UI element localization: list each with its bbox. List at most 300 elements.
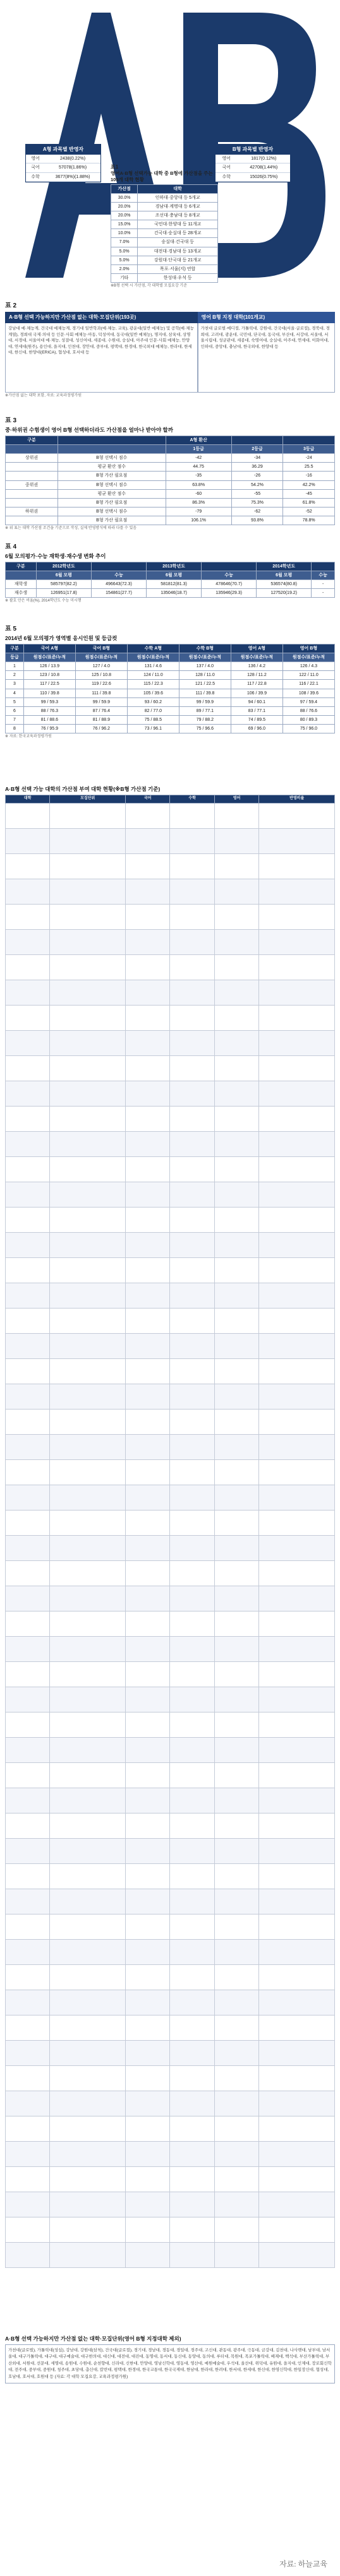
table6-cell bbox=[170, 980, 214, 1005]
table5-cell: 3 bbox=[6, 680, 24, 689]
table6-cell bbox=[50, 1586, 126, 1611]
table6-cell bbox=[50, 1131, 126, 1156]
table5-cell: 122 / 11.0 bbox=[282, 671, 334, 680]
table6-cell bbox=[259, 1005, 335, 1030]
table5-label: 표 5 bbox=[5, 626, 16, 632]
table6-cell bbox=[50, 2141, 126, 2166]
table6-row bbox=[6, 929, 335, 954]
table6-cell bbox=[259, 1964, 335, 1990]
table6-cell bbox=[126, 1939, 170, 1964]
table5-cell: 4 bbox=[6, 689, 24, 697]
table6-cell bbox=[170, 1838, 214, 1863]
table6-cell bbox=[259, 2040, 335, 2065]
table6-cell bbox=[126, 2192, 170, 2217]
table6-cell bbox=[170, 803, 214, 828]
table1-cell: 30.0% bbox=[111, 193, 138, 202]
table6-cell bbox=[170, 1384, 214, 1409]
table4-cell: 135946(29.3) bbox=[202, 589, 257, 598]
table6-cell bbox=[170, 1636, 214, 1661]
table6-cell bbox=[214, 1737, 258, 1762]
table6-cell bbox=[6, 954, 50, 980]
table6-cell bbox=[214, 1990, 258, 2015]
table6-cell bbox=[6, 980, 50, 1005]
table6-cell bbox=[6, 1939, 50, 1964]
table5-cell: 69 / 96.0 bbox=[231, 724, 282, 733]
panel-a-row bbox=[26, 155, 100, 163]
table6-cell bbox=[6, 1055, 50, 1081]
table1-cell: 7.0% bbox=[111, 238, 138, 247]
table6-row bbox=[6, 1889, 335, 1914]
table6-cell bbox=[6, 1131, 50, 1156]
table5-cell: 111 / 39.8 bbox=[75, 689, 127, 697]
table6-cell bbox=[214, 1788, 258, 1813]
table6-cell bbox=[170, 1005, 214, 1030]
table6-cell bbox=[6, 1990, 50, 2015]
table5-sub-th: 원점수/표준/누적 bbox=[75, 653, 127, 662]
table6-row bbox=[6, 1182, 335, 1207]
table6-row bbox=[6, 1636, 335, 1661]
table4-th: 2014학년도 bbox=[257, 562, 312, 571]
table6-cell bbox=[50, 1485, 126, 1510]
table5-cell: 83 / 77.1 bbox=[231, 706, 282, 715]
table6-cell bbox=[6, 1156, 50, 1182]
table6-cell bbox=[259, 2065, 335, 2091]
fig2-label: 표 2 bbox=[5, 302, 16, 309]
table6-row bbox=[6, 1283, 335, 1308]
table5-cell: 82 / 77.0 bbox=[127, 706, 179, 715]
table6-cell bbox=[126, 1055, 170, 1081]
table5-cell: 116 / 22.1 bbox=[282, 680, 334, 689]
table6-cell bbox=[50, 1914, 126, 1939]
panel-b-cell: 영어 bbox=[216, 155, 238, 163]
table6-cell bbox=[170, 1131, 214, 1156]
table3-cell: 42.2% bbox=[283, 480, 335, 489]
table5-cell: 76 / 96.2 bbox=[75, 724, 127, 733]
table3-cell: -34 bbox=[231, 454, 283, 463]
table6-row bbox=[6, 2242, 335, 2267]
panel-b-cell: 수학 bbox=[216, 172, 238, 181]
table6-cell bbox=[214, 853, 258, 879]
table6-cell bbox=[214, 1257, 258, 1283]
table6-cell bbox=[214, 828, 258, 853]
table6-cell bbox=[126, 1863, 170, 1889]
table5-cell: 88 / 76.3 bbox=[23, 706, 75, 715]
table6-cell bbox=[126, 828, 170, 853]
table6-cell bbox=[259, 1560, 335, 1586]
table5-cell: 125 / 10.8 bbox=[75, 671, 127, 680]
table1-header bbox=[111, 184, 218, 193]
table6-cell bbox=[50, 1939, 126, 1964]
table6-cell bbox=[259, 1081, 335, 1106]
table6-cell bbox=[50, 1384, 126, 1409]
table6-cell bbox=[50, 1030, 126, 1055]
table1-label: 표1 bbox=[111, 164, 119, 170]
table6-cell bbox=[126, 1788, 170, 1813]
table6-cell bbox=[6, 2065, 50, 2091]
fig2-bar2: 영어 B형 지정 대학(101개교) bbox=[198, 312, 336, 323]
table6-cell bbox=[214, 1636, 258, 1661]
table6-cell bbox=[259, 1030, 335, 1055]
table6-cell bbox=[259, 803, 335, 828]
table6-cell bbox=[214, 2065, 258, 2091]
table6-cell bbox=[6, 1106, 50, 1131]
table5-sub-th: 원점수/표준/누적 bbox=[23, 653, 75, 662]
table5-cell: 88 / 76.6 bbox=[282, 706, 334, 715]
table3-row bbox=[6, 489, 335, 498]
table4 bbox=[5, 562, 335, 598]
table6-row bbox=[6, 879, 335, 904]
table4-cell: 478646(70.7) bbox=[202, 580, 257, 589]
table5-cell: 79 / 88.2 bbox=[179, 715, 231, 724]
table6-cell bbox=[6, 1560, 50, 1586]
table4-cell: - bbox=[312, 580, 335, 589]
table3-cell bbox=[6, 498, 58, 507]
table6-cell bbox=[6, 1863, 50, 1889]
table5-cell: 93 / 60.2 bbox=[127, 697, 179, 706]
table6-row bbox=[6, 1611, 335, 1636]
table6-cell bbox=[50, 2192, 126, 2217]
table3-cell: -42 bbox=[166, 454, 231, 463]
table6-cell bbox=[170, 1863, 214, 1889]
table6-cell bbox=[50, 2065, 126, 2091]
table6-cell bbox=[259, 1813, 335, 1838]
table6-cell bbox=[259, 1207, 335, 1232]
table1-cell: 경남대·계명대 등 6개교 bbox=[138, 203, 218, 211]
table5-cell: 119 / 22.6 bbox=[75, 680, 127, 689]
table6-cell bbox=[259, 2192, 335, 2217]
table5-cell: 131 / 4.6 bbox=[127, 662, 179, 671]
table6-cell bbox=[126, 1409, 170, 1434]
table5-cell: 94 / 60.1 bbox=[231, 697, 282, 706]
table6-cell bbox=[259, 2242, 335, 2267]
table3-cell: -52 bbox=[283, 507, 335, 516]
table6-cell bbox=[126, 2015, 170, 2040]
table6-cell bbox=[170, 1358, 214, 1384]
table6-row bbox=[6, 1737, 335, 1762]
table1-row bbox=[111, 238, 218, 247]
panel-b-row bbox=[216, 163, 290, 172]
table6-cell bbox=[6, 1384, 50, 1409]
table5-cell: 8 bbox=[6, 724, 24, 733]
table4-note: ※ 괄호 안은 비율(%), 2014학년도 수능 미시행 bbox=[5, 599, 82, 603]
table6-cell bbox=[126, 1156, 170, 1182]
table5-cell: 108 / 39.6 bbox=[282, 689, 334, 697]
table6-cell bbox=[170, 1283, 214, 1308]
table6-cell bbox=[214, 1106, 258, 1131]
table6-cell bbox=[126, 904, 170, 929]
table6-cell bbox=[50, 1434, 126, 1459]
table6-cell bbox=[6, 1485, 50, 1510]
table6-cell bbox=[126, 803, 170, 828]
table5-cell: 111 / 39.8 bbox=[179, 689, 231, 697]
table6-cell bbox=[126, 1232, 170, 1257]
table6-cell bbox=[6, 2242, 50, 2267]
table3-cell: 78.8% bbox=[283, 516, 335, 525]
table6-cell bbox=[214, 1535, 258, 1560]
table6-cell bbox=[259, 1712, 335, 1737]
table6-cell bbox=[259, 879, 335, 904]
table6-cell bbox=[170, 1964, 214, 1990]
table6-row bbox=[6, 1586, 335, 1611]
table5-cell: 75 / 88.5 bbox=[127, 715, 179, 724]
table6-cell bbox=[170, 1560, 214, 1586]
table6-cell bbox=[259, 828, 335, 853]
table6-cell bbox=[50, 1762, 126, 1788]
table5-cell: 127 / 4.0 bbox=[75, 662, 127, 671]
table4-label: 표 4 bbox=[5, 543, 16, 550]
fig2-section bbox=[5, 302, 335, 399]
table4-sub-th: 6월 모평 bbox=[257, 571, 312, 580]
table6-row bbox=[6, 1661, 335, 1687]
table3-cell: -35 bbox=[166, 472, 231, 480]
table6-cell bbox=[259, 904, 335, 929]
table1-cell: 20.0% bbox=[111, 203, 138, 211]
table6-cell bbox=[259, 980, 335, 1005]
table5-cell: 121 / 22.5 bbox=[179, 680, 231, 689]
table6-cell bbox=[214, 1156, 258, 1182]
table5-cell: 123 / 10.8 bbox=[23, 671, 75, 680]
table6-cell bbox=[126, 1813, 170, 1838]
table6-cell bbox=[214, 2166, 258, 2192]
table3-th bbox=[58, 436, 166, 445]
table6-row bbox=[6, 1838, 335, 1863]
table6-row bbox=[6, 2040, 335, 2065]
table6-cell bbox=[50, 1535, 126, 1560]
table6-cell bbox=[214, 1964, 258, 1990]
table1-cell: 대전대·경남대 등 13개교 bbox=[138, 247, 218, 256]
table5-cell: 2 bbox=[6, 671, 24, 680]
table6-cell bbox=[170, 1459, 214, 1485]
table4-header bbox=[6, 562, 335, 571]
table3-cell: 하위권 bbox=[6, 507, 58, 516]
fig2-text2: 가천대 글로벌·메디컬, 가톨릭대, 강원대, 건국대(서울·글로컬), 경북대, 경희대, 고려대, 광운대, 국민대, 단국대, 동국대, 부산대, 서강대, 서울대, 서울시립대, 성균관대, 세종대, 숙명여대, 숭실대, 아주대, 연세대, 이화여대, 인하대, 중앙대, 충남대, 한국외대, 한양대 등 bbox=[198, 323, 336, 393]
table6-cell bbox=[259, 929, 335, 954]
table6-cell bbox=[170, 2015, 214, 2040]
table6-cell bbox=[170, 1055, 214, 1081]
table6-cell bbox=[50, 1687, 126, 1712]
table1-th: 가산점 bbox=[111, 184, 138, 193]
table6-cell bbox=[170, 1434, 214, 1459]
table6-cell bbox=[214, 1030, 258, 1055]
table5-sub-th: 원점수/표준/누적 bbox=[127, 653, 179, 662]
table6-row bbox=[6, 1459, 335, 1485]
table3-header bbox=[6, 436, 335, 445]
table6-row bbox=[6, 1788, 335, 1813]
table6-cell bbox=[50, 1636, 126, 1661]
table1-cell: 기타 bbox=[111, 273, 138, 282]
table5-cell: 105 / 39.6 bbox=[127, 689, 179, 697]
table6-cell bbox=[214, 2192, 258, 2217]
table6 bbox=[5, 795, 335, 2268]
table6-cell bbox=[6, 2015, 50, 2040]
table6-cell bbox=[50, 1560, 126, 1586]
table3-cell: B형 가산 필요점 bbox=[58, 472, 166, 480]
table6-cell bbox=[6, 2217, 50, 2242]
table3-cell: -45 bbox=[283, 489, 335, 498]
table6-cell bbox=[170, 1409, 214, 1434]
table6-cell bbox=[170, 2141, 214, 2166]
table6-cell bbox=[6, 1712, 50, 1737]
table3-cell bbox=[6, 463, 58, 472]
table1-row bbox=[111, 273, 218, 282]
table5-th: 수학 B형 bbox=[179, 644, 231, 653]
table6-cell bbox=[214, 1838, 258, 1863]
table5-sub-th: 등급 bbox=[6, 653, 24, 662]
table3-cell: -79 bbox=[166, 507, 231, 516]
table5-cell: 99 / 59.9 bbox=[75, 697, 127, 706]
table6-cell bbox=[170, 929, 214, 954]
table3-row bbox=[6, 498, 335, 507]
table6-cell bbox=[126, 1434, 170, 1459]
table1-cell: 5.0% bbox=[111, 247, 138, 256]
table5-row bbox=[6, 697, 335, 706]
table6-cell bbox=[170, 1232, 214, 1257]
table6-cell bbox=[259, 1182, 335, 1207]
table6-cell bbox=[50, 828, 126, 853]
table6-th: 국어 bbox=[126, 795, 170, 804]
panel-a-type bbox=[25, 144, 101, 182]
table6-cell bbox=[170, 879, 214, 904]
table5-row bbox=[6, 724, 335, 733]
panel-b-table bbox=[216, 155, 290, 181]
table6-cell bbox=[50, 853, 126, 879]
table3-cell: 93.8% bbox=[231, 516, 283, 525]
table6-cell bbox=[214, 929, 258, 954]
table6-cell bbox=[170, 1308, 214, 1333]
table6-row bbox=[6, 1510, 335, 1535]
table6-row bbox=[6, 2015, 335, 2040]
table5-cell: 6 bbox=[6, 706, 24, 715]
table6-cell bbox=[259, 2141, 335, 2166]
table6-cell bbox=[50, 929, 126, 954]
table3-cell: -16 bbox=[283, 472, 335, 480]
table6-cell bbox=[50, 1889, 126, 1914]
table6-row bbox=[6, 1762, 335, 1788]
table6-cell bbox=[214, 2141, 258, 2166]
table3-sub-th: 2등급 bbox=[231, 445, 283, 454]
panel-a-row bbox=[26, 163, 100, 172]
table6-cell bbox=[170, 2217, 214, 2242]
table4-title: 6월 모의평가·수능 재학생·재수생 변화 추이 bbox=[5, 553, 106, 559]
panel-a-cell: 57078(1.86%) bbox=[45, 163, 100, 172]
table6-row bbox=[6, 1308, 335, 1333]
table4-cell: - bbox=[312, 589, 335, 598]
table6-cell bbox=[126, 1611, 170, 1636]
table5-note: ※ 자료: 한국교육과정평가원 bbox=[5, 734, 52, 739]
table6-cell bbox=[170, 853, 214, 879]
table6-cell bbox=[214, 2040, 258, 2065]
table5-th: 영어 A형 bbox=[231, 644, 282, 653]
table3-th: 구분 bbox=[6, 436, 58, 445]
table6-cell bbox=[259, 1762, 335, 1788]
table6-cell bbox=[50, 1737, 126, 1762]
table6-cell bbox=[214, 1914, 258, 1939]
table6-cell bbox=[214, 954, 258, 980]
table6-cell bbox=[6, 1081, 50, 1106]
table6-cell bbox=[50, 1611, 126, 1636]
table6-cell bbox=[50, 1409, 126, 1434]
table6-row bbox=[6, 1914, 335, 1939]
table6-cell bbox=[170, 904, 214, 929]
table6-cell bbox=[214, 1333, 258, 1358]
table4-cell: 581812(81.3) bbox=[147, 580, 202, 589]
table6-cell bbox=[6, 2141, 50, 2166]
table3-cell: -55 bbox=[231, 489, 283, 498]
table6-cell bbox=[214, 1485, 258, 1510]
table5-row bbox=[6, 689, 335, 697]
table5-cell: 117 / 22.5 bbox=[23, 680, 75, 689]
table6-row bbox=[6, 1485, 335, 1510]
table6-cell bbox=[170, 1106, 214, 1131]
table6-th: 반영비율 bbox=[259, 795, 335, 804]
table6-cell bbox=[50, 1712, 126, 1737]
table4-cell: 재학생 bbox=[6, 580, 37, 589]
table6-cell bbox=[214, 1384, 258, 1409]
table5-cell: 126 / 4.3 bbox=[282, 662, 334, 671]
table6-cell bbox=[259, 2015, 335, 2040]
table6-cell bbox=[126, 1560, 170, 1586]
table5-cell: 117 / 22.8 bbox=[231, 680, 282, 689]
table5-cell: 110 / 39.8 bbox=[23, 689, 75, 697]
table6-cell bbox=[126, 1030, 170, 1055]
table5-cell: 80 / 89.3 bbox=[282, 715, 334, 724]
table6-cell bbox=[259, 1535, 335, 1560]
table6-cell bbox=[214, 1712, 258, 1737]
table5-cell: 81 / 88.6 bbox=[23, 715, 75, 724]
table6-title: A·B형 선택 가능 대학의 가산점 부여 대학 현황(※B형 가산점 기준) bbox=[5, 786, 161, 792]
table6-cell bbox=[126, 1207, 170, 1232]
table6-cell bbox=[50, 2040, 126, 2065]
table6-cell bbox=[126, 2217, 170, 2242]
table1-row bbox=[111, 229, 218, 238]
table6-cell bbox=[126, 1889, 170, 1914]
table6-cell bbox=[170, 1788, 214, 1813]
table6-cell bbox=[6, 2116, 50, 2141]
table6-cell bbox=[214, 1863, 258, 1889]
table5-cell: 106 / 39.9 bbox=[231, 689, 282, 697]
table6-cell bbox=[214, 1434, 258, 1459]
table6-cell bbox=[126, 1712, 170, 1737]
table6-cell bbox=[126, 1636, 170, 1661]
table3-sub-header bbox=[6, 445, 335, 454]
table1-row bbox=[111, 247, 218, 256]
table6-cell bbox=[126, 1283, 170, 1308]
table6-th: 대학 bbox=[6, 795, 50, 804]
table6-cell bbox=[214, 1586, 258, 1611]
panel-a-title: A형 과목별 반영자 bbox=[26, 145, 100, 155]
table6-cell bbox=[170, 954, 214, 980]
table6-cell bbox=[170, 1661, 214, 1687]
table1-cell: 15.0% bbox=[111, 220, 138, 229]
panel-a-table bbox=[26, 155, 100, 181]
table4-cell: 585797(82.2) bbox=[36, 580, 91, 589]
table6-cell bbox=[170, 1914, 214, 1939]
table6-cell bbox=[126, 1964, 170, 1990]
table6-cell bbox=[6, 1510, 50, 1535]
table6-cell bbox=[259, 1283, 335, 1308]
table3-cell: 상위권 bbox=[6, 454, 58, 463]
table6-cell bbox=[6, 929, 50, 954]
table3-cell bbox=[6, 516, 58, 525]
table6-cell bbox=[259, 1257, 335, 1283]
table6-cell bbox=[214, 1308, 258, 1333]
table6-cell bbox=[50, 1661, 126, 1687]
table6-row bbox=[6, 1964, 335, 1990]
table6-cell bbox=[6, 1964, 50, 1990]
table6-cell bbox=[6, 1535, 50, 1560]
table6-cell bbox=[214, 803, 258, 828]
table6-cell bbox=[126, 1384, 170, 1409]
